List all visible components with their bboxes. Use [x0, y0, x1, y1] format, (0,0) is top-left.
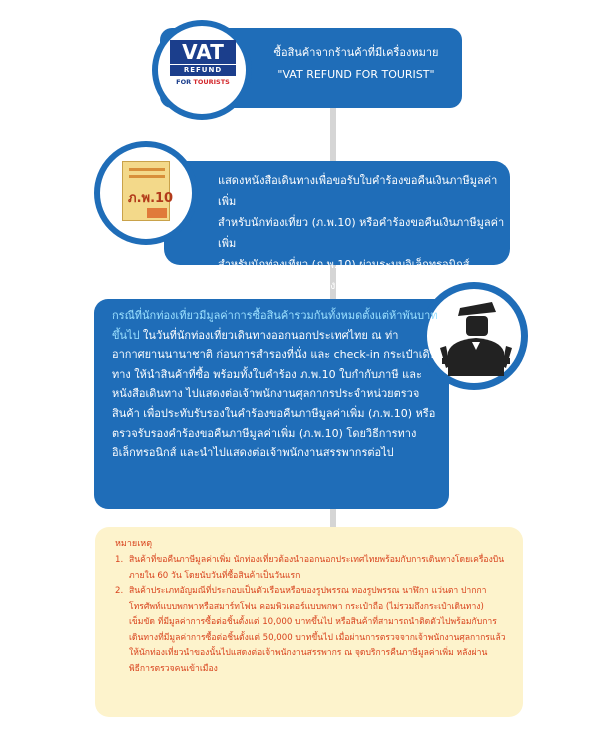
vat-refund-logo-icon [170, 40, 236, 88]
step-2-text [218, 170, 506, 296]
note-text: สินค้าประเภทอัญมณีที่ประกอบเป็นตัวเรือนหรือของรูปพรรณ ทองรูปพรรณ นาฬิกา แว่นตา ปากกา โทรศัพท์แบบพกพาหรือสมาร์ทโฟน คอมพิวเตอร์แบบพกพา กระเป๋าถือ (ไม่รวมถึงกระเป๋าเดินทาง) เข็มขัด ที่มีมูลค่าการซื้อต่อชิ้นตั้งแต่ 10,000 บาทขึ้นไป หรือสินค้าที่สามารถนำติดตัวไปพร้อมกับการเดินทางที่มีมูลค่าการซื้อต่อชิ้นตั้งแต่ 50,000 บาทขึ้นไป เมื่อผ่านการตรวจจากเจ้าพนักงานศุลกากรแล้ว ให้นักท่องเที่ยวนำของนั้นไปแสดงต่อเจ้าพนักงานสรรพากร ณ จุดบริการคืนภาษีมูลค่าเพิ่ม หลังผ่านพิธีการตรวจคนเข้าเมือง [129, 586, 506, 674]
note-text: สินค้าที่ขอคืนภาษีมูลค่าเพิ่ม นักท่องเที่ยวต้องนำออกนอกประเทศไทยพร้อมกับการเดินทางโดยเครื่องบิน ภายใน 60 วัน โดยนับวันที่ซื้อสินค้าเป็นวันแรก [129, 555, 505, 581]
step-2-line: สำหรับนักท่องเที่ยว (ภ.พ.10) ผ่านระบบอิเล็กทรอนิกส์ [218, 258, 470, 271]
note-item [115, 584, 507, 677]
step-3-text [112, 306, 442, 463]
notes-box [95, 527, 523, 717]
vat-logo-refund-text: REFUND [170, 65, 236, 76]
customs-officer-icon [438, 296, 514, 376]
document-line [129, 175, 165, 178]
step-1-line: "VAT REFUND FOR TOURIST" [277, 68, 435, 81]
vat-logo-main-text: VAT [170, 40, 236, 64]
step-1-line: ซื้อสินค้าจากร้านค้าที่มีเครื่องหมาย [273, 46, 439, 59]
vat-logo-tourists-text: TOURISTS [193, 78, 230, 86]
vat-logo-for-tourists [170, 77, 236, 87]
form-label: ภ.พ.10 [128, 191, 174, 206]
document-line [129, 168, 165, 171]
note-item [115, 553, 507, 584]
tax-form-document-icon [118, 161, 176, 225]
step-1-text [258, 42, 454, 86]
step-3-highlight-text: กรณีที่นักท่องเที่ยวมีมูลค่าการซื้อสินค้ารวมกันทั้งหมดตั้งแต่ห้าพันบาทขึ้นไป [112, 309, 438, 342]
step-2-line: แสดงหนังสือเดินทางเพื่อขอรับใบคำร้องขอคืนเงินภาษีมูลค่าเพิ่ม [218, 174, 498, 208]
step-2-line: สำหรับนักท่องเที่ยว (ภ.พ.10) หรือคำร้องขอคืนเงินภาษีมูลค่าเพิ่ม [218, 216, 505, 250]
note-number: 2. [115, 586, 124, 596]
document-stamp [147, 208, 167, 218]
vat-logo-for-text: FOR [176, 78, 192, 86]
note-number: 1. [115, 555, 124, 565]
notes-title: หมายเหตุ [115, 539, 153, 549]
step-3-body-text: ในวันที่นักท่องเที่ยวเดินทางออกนอกประเทศไทย ณ ท่าอากาศยานนานาชาติ ก่อนการสำรองที่นั่ง และ check-in กระเป๋าเดินทาง ให้นำสินค้าที่ซื้อ พร้อมทั้งใบคำร้อง ภ.พ.10 ใบกำกับภาษี และหนังสือเดินทาง ไปแสดงต่อเจ้าพนักงานศุลกากรประจำหน่วยตรวจสินค้า เพื่อประทับรับรองในคำร้องขอคืนภาษีมูลค่าเพิ่ม (ภ.พ.10) หรือตรวจรับรองคำร้องขอคืนภาษีมูลค่าเพิ่ม (ภ.พ.10) โดยวิธีการทางอิเล็กทรอนิกส์ และนำไปแสดงต่อเจ้าพนักงานสรรพากรต่อไป [112, 328, 438, 460]
step-2-line: และใบกำกับภาษีจากทางร้านค้า ในวันที่ซื้อสินค้า [218, 279, 448, 292]
